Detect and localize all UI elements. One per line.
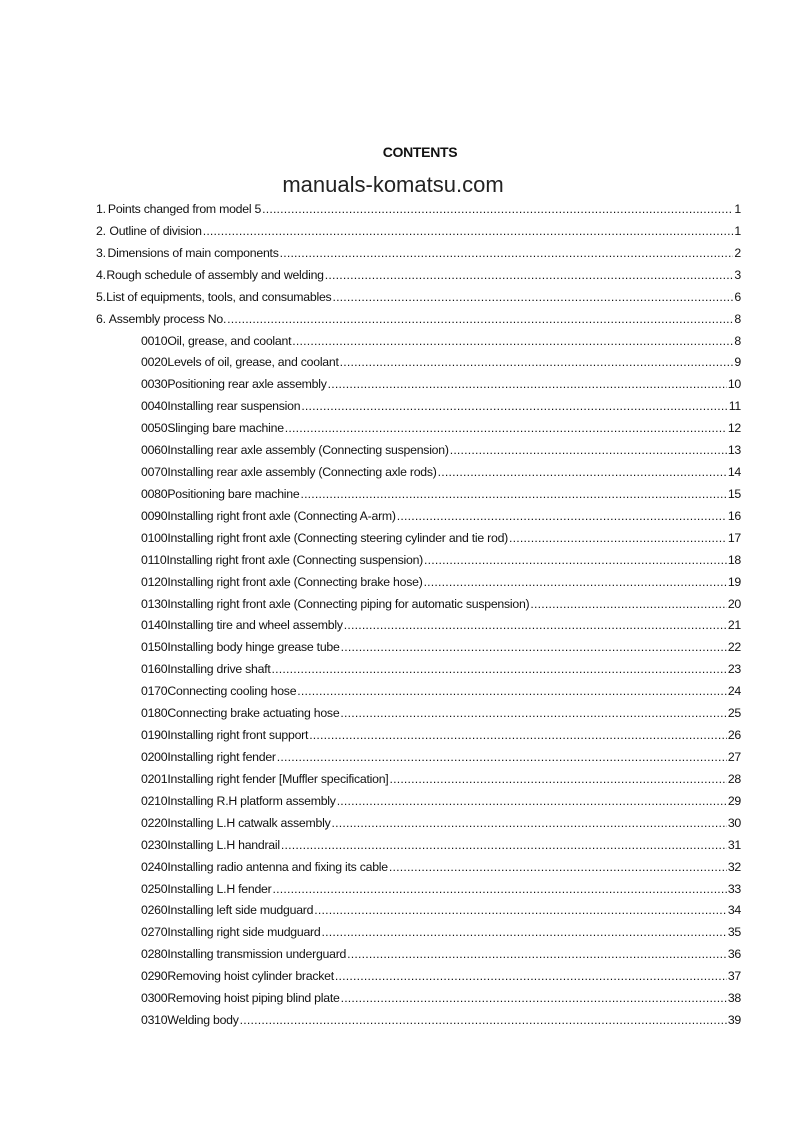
toc-entry[interactable] bbox=[141, 443, 741, 459]
dot-leader bbox=[309, 728, 727, 742]
toc-entry[interactable] bbox=[141, 882, 741, 898]
toc-entry[interactable] bbox=[96, 312, 741, 328]
toc-entry[interactable] bbox=[96, 224, 741, 240]
entry-page: 35 bbox=[727, 925, 741, 940]
toc-entry[interactable] bbox=[141, 465, 741, 481]
entry-number: 0050 bbox=[141, 421, 168, 436]
watermark: manuals-komatsu.com bbox=[282, 172, 504, 197]
entry-page: 12 bbox=[727, 421, 741, 436]
entry-title: Assembly process No. bbox=[108, 311, 227, 326]
entry-number: 0270 bbox=[141, 925, 168, 940]
entry-page: 37 bbox=[727, 969, 741, 984]
toc-entry[interactable] bbox=[141, 991, 741, 1007]
entry-title: Installing rear axle assembly (Connecting axle rods) bbox=[167, 465, 437, 480]
entry-page: 2 bbox=[734, 245, 741, 260]
dot-leader bbox=[509, 531, 727, 545]
dot-leader bbox=[340, 706, 726, 720]
entry-title: Dimensions of main components bbox=[107, 245, 279, 260]
entry-number: 0070 bbox=[141, 465, 168, 480]
entry-page: 33 bbox=[727, 881, 741, 896]
entry-page: 30 bbox=[727, 815, 741, 830]
toc-entry[interactable] bbox=[141, 355, 741, 371]
entry-title: Installing right fender [Muffler specification] bbox=[167, 771, 389, 786]
entry-title: Points changed from model 5 bbox=[107, 202, 262, 216]
entry-title: Installing right fender bbox=[167, 750, 276, 764]
entry-title: Installing R.H platform assembly bbox=[167, 793, 336, 808]
entry-title: Installing rear axle assembly (Connecting suspension) bbox=[167, 443, 449, 458]
entry-title: Removing hoist cylinder bracket bbox=[167, 969, 334, 984]
toc-entry[interactable] bbox=[141, 684, 741, 700]
entry-title: Connecting cooling hose bbox=[167, 684, 297, 699]
dot-leader bbox=[300, 487, 726, 501]
toc-entry[interactable] bbox=[141, 947, 741, 963]
entry-number: 0020 bbox=[141, 355, 168, 370]
toc-entry[interactable] bbox=[141, 421, 741, 437]
entry-number: 0190 bbox=[141, 728, 168, 743]
entry-number: 0230 bbox=[141, 837, 168, 852]
entry-number: 0010 bbox=[141, 333, 168, 348]
toc-entry[interactable] bbox=[141, 794, 741, 810]
dot-leader bbox=[240, 1013, 727, 1027]
dot-leader bbox=[530, 597, 726, 611]
entry-page: 19 bbox=[727, 574, 741, 589]
entry-title: Positioning rear axle assembly bbox=[167, 377, 327, 392]
dot-leader bbox=[277, 750, 727, 764]
dot-leader bbox=[335, 969, 727, 983]
dot-leader bbox=[332, 290, 733, 304]
entry-title: Slinging bare machine bbox=[167, 421, 284, 436]
dot-leader bbox=[340, 355, 734, 369]
entry-page: 16 bbox=[727, 508, 741, 523]
entry-number: 0200 bbox=[141, 750, 168, 764]
toc-entry[interactable] bbox=[141, 575, 741, 591]
entry-number: 0260 bbox=[141, 903, 168, 918]
entry-title: Installing right front axle (Connecting steering cylinder and tie rod) bbox=[167, 530, 509, 545]
page-title: CONTENTS bbox=[382, 144, 458, 160]
entry-number: 0110 bbox=[141, 552, 167, 567]
entry-number: 0280 bbox=[141, 947, 168, 962]
toc-entry[interactable] bbox=[141, 531, 741, 547]
entry-number: 0100 bbox=[141, 530, 168, 545]
entry-number: 0150 bbox=[141, 640, 168, 655]
entry-page: 6 bbox=[734, 289, 741, 304]
entry-title: Outline of division bbox=[109, 223, 202, 238]
dot-leader bbox=[203, 224, 734, 238]
toc-entry[interactable] bbox=[141, 597, 741, 613]
entry-page: 3 bbox=[734, 267, 741, 282]
entry-number: 6. bbox=[96, 311, 106, 326]
dot-leader bbox=[424, 575, 727, 589]
entry-title: Welding body bbox=[167, 1013, 239, 1028]
entry-number: 0160 bbox=[141, 662, 168, 677]
entry-number: 0310 bbox=[141, 1013, 168, 1028]
entry-page: 26 bbox=[727, 728, 741, 743]
entry-number: 4. bbox=[96, 267, 106, 282]
toc-entry[interactable] bbox=[141, 838, 741, 854]
entry-page: 8 bbox=[734, 311, 741, 326]
entry-page: 17 bbox=[727, 530, 741, 545]
entry-page: 32 bbox=[727, 859, 741, 874]
dot-leader bbox=[344, 618, 727, 632]
toc-entry[interactable] bbox=[141, 377, 741, 393]
dot-leader bbox=[227, 312, 733, 326]
toc-entry[interactable] bbox=[141, 750, 741, 766]
entry-title: Installing drive shaft bbox=[167, 662, 271, 677]
toc-entry[interactable] bbox=[141, 553, 741, 569]
entry-title: Levels of oil, grease, and coolant bbox=[167, 355, 339, 370]
dot-leader bbox=[397, 509, 727, 523]
dot-leader bbox=[328, 377, 727, 391]
entry-title: Installing right front axle (Connecting A-arm) bbox=[167, 508, 396, 523]
entry-number: 3. bbox=[96, 245, 106, 260]
entry-page: 14 bbox=[727, 465, 741, 480]
entry-title: Installing L.H handrail bbox=[167, 837, 280, 852]
entry-number: 0201 bbox=[141, 771, 168, 786]
entry-page: 23 bbox=[727, 662, 741, 677]
dot-leader bbox=[292, 334, 733, 348]
dot-leader bbox=[341, 640, 727, 654]
toc-entry[interactable] bbox=[96, 202, 741, 218]
dot-leader bbox=[389, 860, 727, 874]
entry-number: 0120 bbox=[141, 574, 168, 589]
entry-number: 0090 bbox=[141, 508, 168, 523]
entry-page: 29 bbox=[727, 793, 741, 808]
dot-leader bbox=[301, 399, 727, 413]
entry-page: 15 bbox=[727, 486, 741, 501]
entry-number: 0220 bbox=[141, 815, 168, 830]
dot-leader bbox=[297, 684, 727, 698]
entry-page: 39 bbox=[727, 1013, 741, 1028]
toc-entry[interactable] bbox=[141, 334, 741, 350]
entry-page: 21 bbox=[727, 618, 741, 633]
entry-title: Installing left side mudguard bbox=[167, 903, 314, 918]
entry-page: 38 bbox=[727, 991, 741, 1006]
entry-title: Installing right front axle (Connecting suspension) bbox=[166, 552, 424, 567]
dot-leader bbox=[280, 246, 734, 260]
entry-page: 36 bbox=[727, 947, 741, 962]
entry-title: Installing L.H catwalk assembly bbox=[167, 815, 331, 830]
dot-leader bbox=[262, 202, 733, 216]
toc-entry[interactable] bbox=[141, 640, 741, 656]
toc-entry[interactable] bbox=[141, 772, 741, 788]
dot-leader bbox=[281, 838, 727, 852]
dot-leader bbox=[331, 816, 726, 830]
toc-entry[interactable] bbox=[96, 246, 741, 262]
entry-page: 18 bbox=[727, 552, 741, 567]
entry-title: Connecting brake actuating hose bbox=[167, 706, 340, 721]
entry-number: 0130 bbox=[141, 596, 168, 611]
dot-leader bbox=[424, 553, 727, 567]
dot-leader bbox=[450, 443, 727, 457]
dot-leader bbox=[325, 268, 734, 282]
dot-leader bbox=[322, 925, 727, 939]
toc-entry[interactable] bbox=[141, 816, 741, 832]
entry-title: Rough schedule of assembly and welding bbox=[106, 267, 324, 282]
entry-title: Installing L.H fender bbox=[167, 881, 272, 896]
entry-title: Installing radio antenna and fixing its cable bbox=[167, 859, 388, 874]
entry-page: 31 bbox=[727, 837, 741, 852]
entry-number: 0040 bbox=[141, 399, 168, 414]
toc-entry[interactable] bbox=[141, 509, 741, 525]
entry-number: 0240 bbox=[141, 859, 168, 874]
toc-entry[interactable] bbox=[141, 1013, 741, 1029]
dot-leader bbox=[314, 903, 727, 917]
entry-number: 0080 bbox=[141, 486, 168, 501]
toc-entry[interactable] bbox=[96, 268, 741, 284]
entry-page: 20 bbox=[727, 596, 741, 611]
dot-leader bbox=[341, 991, 727, 1005]
entry-page: 28 bbox=[727, 771, 741, 786]
dot-leader bbox=[389, 772, 726, 786]
entry-number: 0300 bbox=[141, 991, 168, 1006]
entry-title: Installing right front support bbox=[167, 728, 309, 743]
entry-number: 2. bbox=[96, 223, 106, 238]
entry-page: 34 bbox=[727, 903, 741, 918]
dot-leader bbox=[285, 421, 727, 435]
entry-page: 22 bbox=[727, 640, 741, 655]
toc-entry[interactable] bbox=[141, 399, 741, 415]
dot-leader bbox=[272, 662, 727, 676]
toc-entry[interactable] bbox=[141, 860, 741, 876]
entry-title: Installing body hinge grease tube bbox=[167, 640, 340, 655]
entry-title: Installing transmission underguard bbox=[167, 947, 347, 962]
entry-title: Oil, grease, and coolant bbox=[167, 333, 292, 348]
entry-number: 5. bbox=[96, 289, 106, 304]
toc-entry[interactable] bbox=[141, 969, 741, 985]
entry-page: 25 bbox=[727, 706, 741, 721]
entry-number: 0180 bbox=[141, 706, 168, 721]
entry-number: 0170 bbox=[141, 684, 168, 699]
entry-title: Installing right front axle (Connecting piping for automatic suspension) bbox=[167, 596, 530, 611]
entry-title: Installing right front axle (Connecting brake hose) bbox=[167, 574, 423, 589]
entry-number: 0210 bbox=[141, 793, 168, 808]
dot-leader bbox=[347, 947, 727, 961]
entry-page: 8 bbox=[734, 333, 741, 348]
entry-page: 1 bbox=[734, 202, 741, 216]
entry-title: Positioning bare machine bbox=[167, 486, 300, 501]
entry-title: Removing hoist piping blind plate bbox=[167, 991, 340, 1006]
entry-number: 0140 bbox=[141, 618, 168, 633]
entry-title: Installing right side mudguard bbox=[167, 925, 321, 940]
entry-title: List of equipments, tools, and consumables bbox=[106, 289, 332, 304]
entry-page: 10 bbox=[727, 377, 741, 392]
toc-entry[interactable] bbox=[141, 728, 741, 744]
toc-entry[interactable] bbox=[141, 618, 741, 634]
toc-entry[interactable] bbox=[141, 903, 741, 919]
entry-page: 24 bbox=[727, 684, 741, 699]
toc-entry[interactable] bbox=[141, 925, 741, 941]
dot-leader bbox=[337, 794, 727, 808]
entry-page: 11 bbox=[728, 399, 741, 414]
entry-page: 13 bbox=[727, 443, 741, 458]
entry-number: 0290 bbox=[141, 969, 168, 984]
toc-entry[interactable] bbox=[141, 706, 741, 722]
entry-number: 0030 bbox=[141, 377, 168, 392]
toc-entry[interactable] bbox=[141, 487, 741, 503]
entry-number: 0250 bbox=[141, 881, 168, 896]
entry-page: 27 bbox=[727, 750, 741, 764]
entry-title: Installing rear suspension bbox=[167, 399, 301, 414]
entry-page: 1 bbox=[734, 223, 741, 238]
dot-leader bbox=[438, 465, 727, 479]
entry-title: Installing tire and wheel assembly bbox=[167, 618, 343, 633]
toc-entry[interactable] bbox=[96, 290, 741, 306]
dot-leader bbox=[272, 882, 726, 896]
entry-page: 9 bbox=[734, 355, 741, 370]
entry-number: 0060 bbox=[141, 443, 168, 458]
entry-number: 1. bbox=[96, 202, 106, 216]
toc-entry[interactable] bbox=[141, 662, 741, 678]
